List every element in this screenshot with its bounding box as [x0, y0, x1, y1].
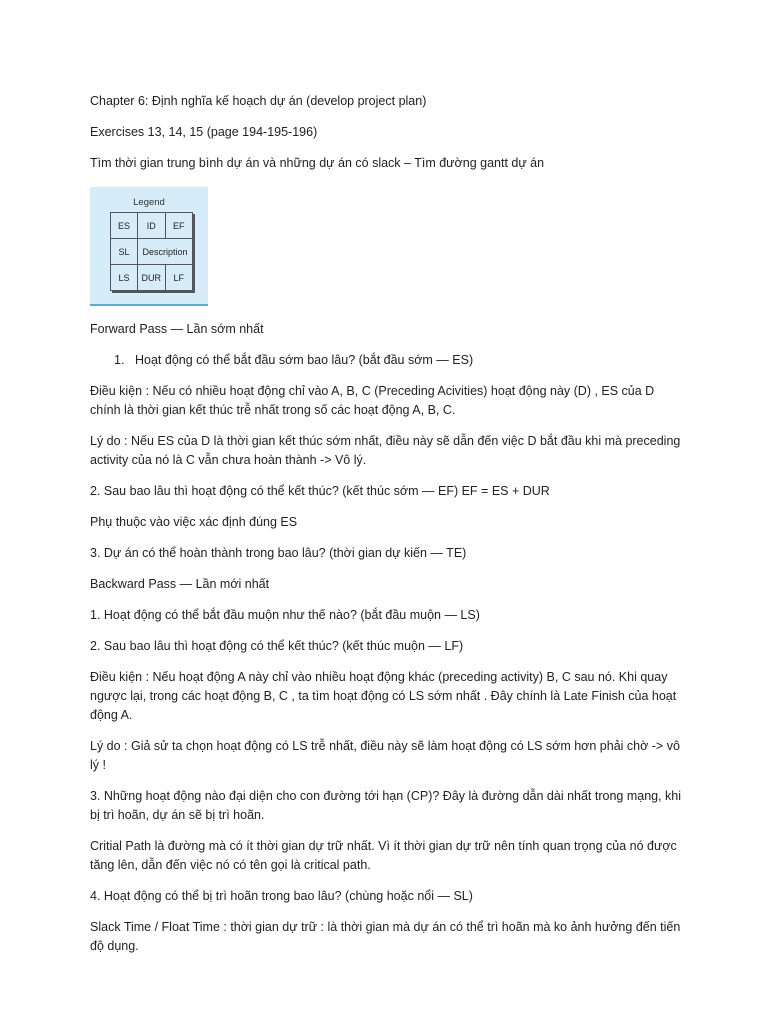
backward-question-4: 4. Hoạt động có thể bị trì hoãn trong bao lâu? (chùng hoặc nổi — SL): [90, 889, 473, 903]
legend-cell-es: ES: [111, 213, 138, 239]
legend-cell-ls: LS: [111, 265, 138, 291]
legend-cell-ef: EF: [165, 213, 193, 239]
legend-cell-sl: SL: [111, 239, 138, 265]
backward-condition: Điều kiện : Nếu hoạt động A này chỉ vào nhiều hoạt động khác (preceding activity) B, C sau nó. Khi quay ngược lại, trong các hoạt động B, C , ta tìm hoạt động có LS sớm nhất . Đây chính là Late Finish của hoạt động A.: [90, 670, 677, 722]
forward-question-2: 2. Sau bao lâu thì hoạt động có thể kết thúc? (kết thúc sớm — EF) EF = ES + DUR: [90, 484, 550, 498]
forward-depends: Phụ thuộc vào việc xác định đúng ES: [90, 515, 298, 529]
legend-cell-dur: DUR: [138, 265, 166, 291]
forward-question-3: 3. Dự án có thể hoàn thành trong bao lâu? (thời gian dự kiến — TE): [90, 546, 467, 560]
list-number: 1.: [114, 353, 125, 367]
chapter-heading: Chapter 6: Định nghĩa kế hoạch dự án (develop project plan): [90, 94, 427, 108]
backward-question-1: 1. Hoạt động có thể bắt đầu muộn như thế nào? (bắt đầu muộn — LS): [90, 608, 480, 622]
legend-figure: [90, 187, 208, 306]
legend-title: Legend: [133, 197, 165, 208]
legend-cell-id: ID: [138, 213, 166, 239]
task-line: Tìm thời gian trung bình dự án và những dự án có slack – Tìm đường gantt dự án: [90, 156, 545, 170]
forward-question-1: [90, 351, 682, 370]
forward-question-1-text: Hoạt động có thể bắt đầu sớm bao lâu? (bắt đầu sớm — ES): [135, 353, 474, 367]
backward-question-3: 3. Những hoạt động nào đại diện cho con đường tới hạn (CP)? Đây là đường dẫn dài nhất trong mạng, khi bị trì hoãn, dự án sẽ bị trì hoãn.: [90, 789, 682, 822]
legend-table: [110, 212, 193, 291]
forward-reason: Lý do : Nếu ES của D là thời gian kết thúc sớm nhất, điều này sẽ dẫn đến việc D bắt đầu khi mà preceding activity của nó là C vẫn chưa hoàn thành -> Vô lý.: [90, 434, 681, 467]
backward-pass-title: Backward Pass — Lần mới nhất: [90, 577, 270, 591]
exercises-line: Exercises 13, 14, 15 (page 194-195-196): [90, 125, 318, 139]
slack-time-note: Slack Time / Float Time : thời gian dự trữ : là thời gian mà dự án có thể trì hoãn mà ko ảnh hưởng đến tiến độ dụng.: [90, 920, 681, 953]
document-page: [90, 92, 682, 968]
legend-cell-description: Description: [138, 239, 193, 265]
legend-cell-lf: LF: [165, 265, 193, 291]
critical-path-note: Critial Path là đường mà có ít thời gian dự trữ nhất. Vì ít thời gian dự trữ nên tính quan trọng của nó được tăng lên, dẫn đến việc nó có tên gọi là critical path.: [90, 839, 677, 872]
forward-condition: Điều kiện : Nếu có nhiều hoạt động chỉ vào A, B, C (Preceding Acivities) hoạt động này (D) , ES của D chính là thời gian kết thúc trễ nhất trong số các hoạt động A, B, C.: [90, 384, 655, 417]
forward-pass-title: Forward Pass — Lần sớm nhất: [90, 322, 264, 336]
backward-reason: Lý do : Giả sử ta chọn hoạt động có LS trễ nhất, điều này sẽ làm hoạt động có LS sớm hơn phải chờ -> vô lý !: [90, 739, 680, 772]
backward-question-2: 2. Sau bao lâu thì hoạt động có thể kết thúc? (kết thúc muộn — LF): [90, 639, 464, 653]
